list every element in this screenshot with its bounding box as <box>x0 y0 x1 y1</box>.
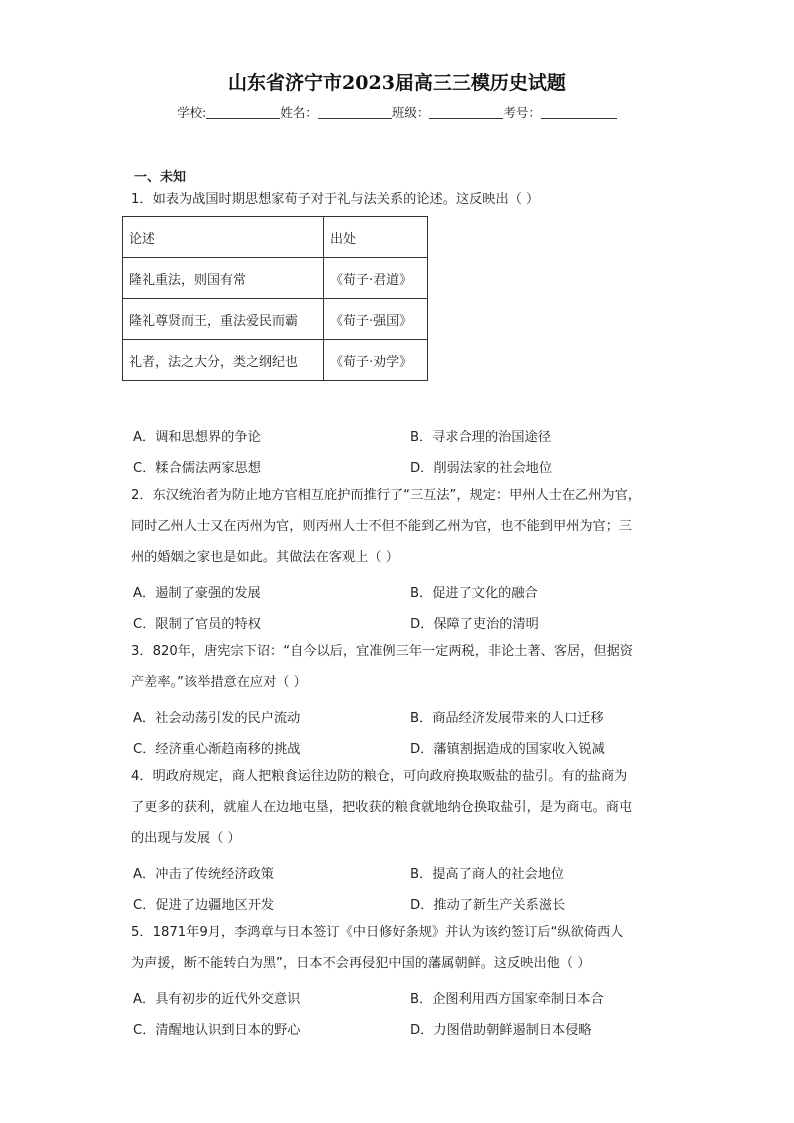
table-header-cell: 论述 <box>123 217 324 258</box>
table-header-cell: 出处 <box>324 217 428 258</box>
q2-stem-line: 同时乙州人士又在丙州为官，则丙州人士不但不能到乙州为官，也不能到甲州为官；三 <box>131 519 633 534</box>
q1-option-d[interactable]: D．削弱法家的社会地位 <box>410 461 553 476</box>
class-label: 班级： <box>391 105 430 120</box>
id-label: 考号： <box>503 105 541 120</box>
q4-option-a[interactable]: A．冲击了传统经济政策 <box>133 867 274 882</box>
q1-option-c[interactable]: C．糅合儒法两家思想 <box>133 461 261 476</box>
section-heading: 一、未知 <box>134 170 187 185</box>
q5-stem-line: 为声援，断不能转白为黑”，日本不会再侵犯中国的藩属朝鲜。这反映出他（ ） <box>131 956 591 971</box>
school-blank[interactable] <box>206 106 280 119</box>
q1-table <box>122 216 428 381</box>
q2-stem-line: 州的婚姻之家也是如此。其做法在客观上（ ） <box>131 550 399 565</box>
table-row <box>123 299 428 340</box>
table-cell: 隆礼尊贤而王，重法爱民而霸 <box>123 299 324 340</box>
table-header-row <box>123 217 428 258</box>
q1-stem: 1．如表为战国时期思想家荀子对于礼与法关系的论述。这反映出（ ） <box>131 192 540 207</box>
q4-stem-line: 了更多的获利，就雇人在边地屯垦，把收获的粮食就地纳仓换取盐引，是为商屯。商屯 <box>131 800 633 815</box>
q4-stem-line: 4．明政府规定，商人把粮食运往边防的粮仓，可向政府换取贩盐的盐引。有的盐商为 <box>131 769 628 784</box>
q3-stem-line: 3．820年，唐宪宗下诏：“自今以后，宜准例三年一定两税，非论土著、客居，但据资 <box>131 644 633 659</box>
exam-title: 山东省济宁市2023届高三三模历史试题 <box>228 72 566 94</box>
q1-option-a[interactable]: A．调和思想界的争论 <box>133 430 261 445</box>
q4-stem-line: 的出现与发展（ ） <box>131 831 241 846</box>
q5-option-c[interactable]: C．清醒地认识到日本的野心 <box>133 1023 301 1038</box>
q5-option-a[interactable]: A．具有初步的近代外交意识 <box>133 992 301 1007</box>
q4-option-d[interactable]: D．推动了新生产关系滋长 <box>410 898 566 913</box>
q3-option-d[interactable]: D．藩镇割据造成的国家收入锐减 <box>410 742 605 757</box>
q3-option-a[interactable]: A．社会动荡引发的民户流动 <box>133 711 301 726</box>
q1-option-b[interactable]: B．寻求合理的治国途径 <box>410 430 551 445</box>
q5-option-b[interactable]: B．企图利用西方国家牵制日本合 <box>410 992 604 1007</box>
q3-option-b[interactable]: B．商品经济发展带来的人口迁移 <box>410 711 604 726</box>
id-blank[interactable] <box>541 106 617 119</box>
q3-option-c[interactable]: C．经济重心渐趋南移的挑战 <box>133 742 301 757</box>
table-cell: 《荀子·强国》 <box>324 299 428 340</box>
student-info-row <box>0 103 794 121</box>
school-label: 学校: <box>177 105 207 120</box>
name-label: 姓名： <box>280 105 318 120</box>
table-row <box>123 340 428 381</box>
class-blank[interactable] <box>429 106 503 119</box>
q5-option-d[interactable]: D．力图借助朝鲜遏制日本侵略 <box>410 1023 592 1038</box>
q5-stem-line: 5．1871年9月，李鸿章与日本签订《中日修好条规》并认为该约签订后“纵欲倚西人 <box>131 925 624 940</box>
q2-option-c[interactable]: C．限制了官员的特权 <box>133 617 261 632</box>
table-cell: 《荀子·劝学》 <box>324 340 428 381</box>
q2-option-a[interactable]: A．遏制了豪强的发展 <box>133 586 261 601</box>
q4-option-c[interactable]: C．促进了边疆地区开发 <box>133 898 275 913</box>
q2-option-d[interactable]: D．保障了吏治的清明 <box>410 617 539 632</box>
q2-option-b[interactable]: B．促进了文化的融合 <box>410 586 538 601</box>
table-cell: 《荀子·君道》 <box>324 258 428 299</box>
name-blank[interactable] <box>318 106 392 119</box>
table-row <box>123 258 428 299</box>
q3-stem-line: 产差率。”该举措意在应对（ ） <box>131 675 307 690</box>
table-cell: 礼者，法之大分，类之纲纪也 <box>123 340 324 381</box>
table-cell: 隆礼重法，则国有常 <box>123 258 324 299</box>
q4-option-b[interactable]: B．提高了商人的社会地位 <box>410 867 565 882</box>
q2-stem-line: 2．东汉统治者为防止地方官相互庇护而推行了“三互法”，规定：甲州人士在乙州为官， <box>131 488 641 503</box>
